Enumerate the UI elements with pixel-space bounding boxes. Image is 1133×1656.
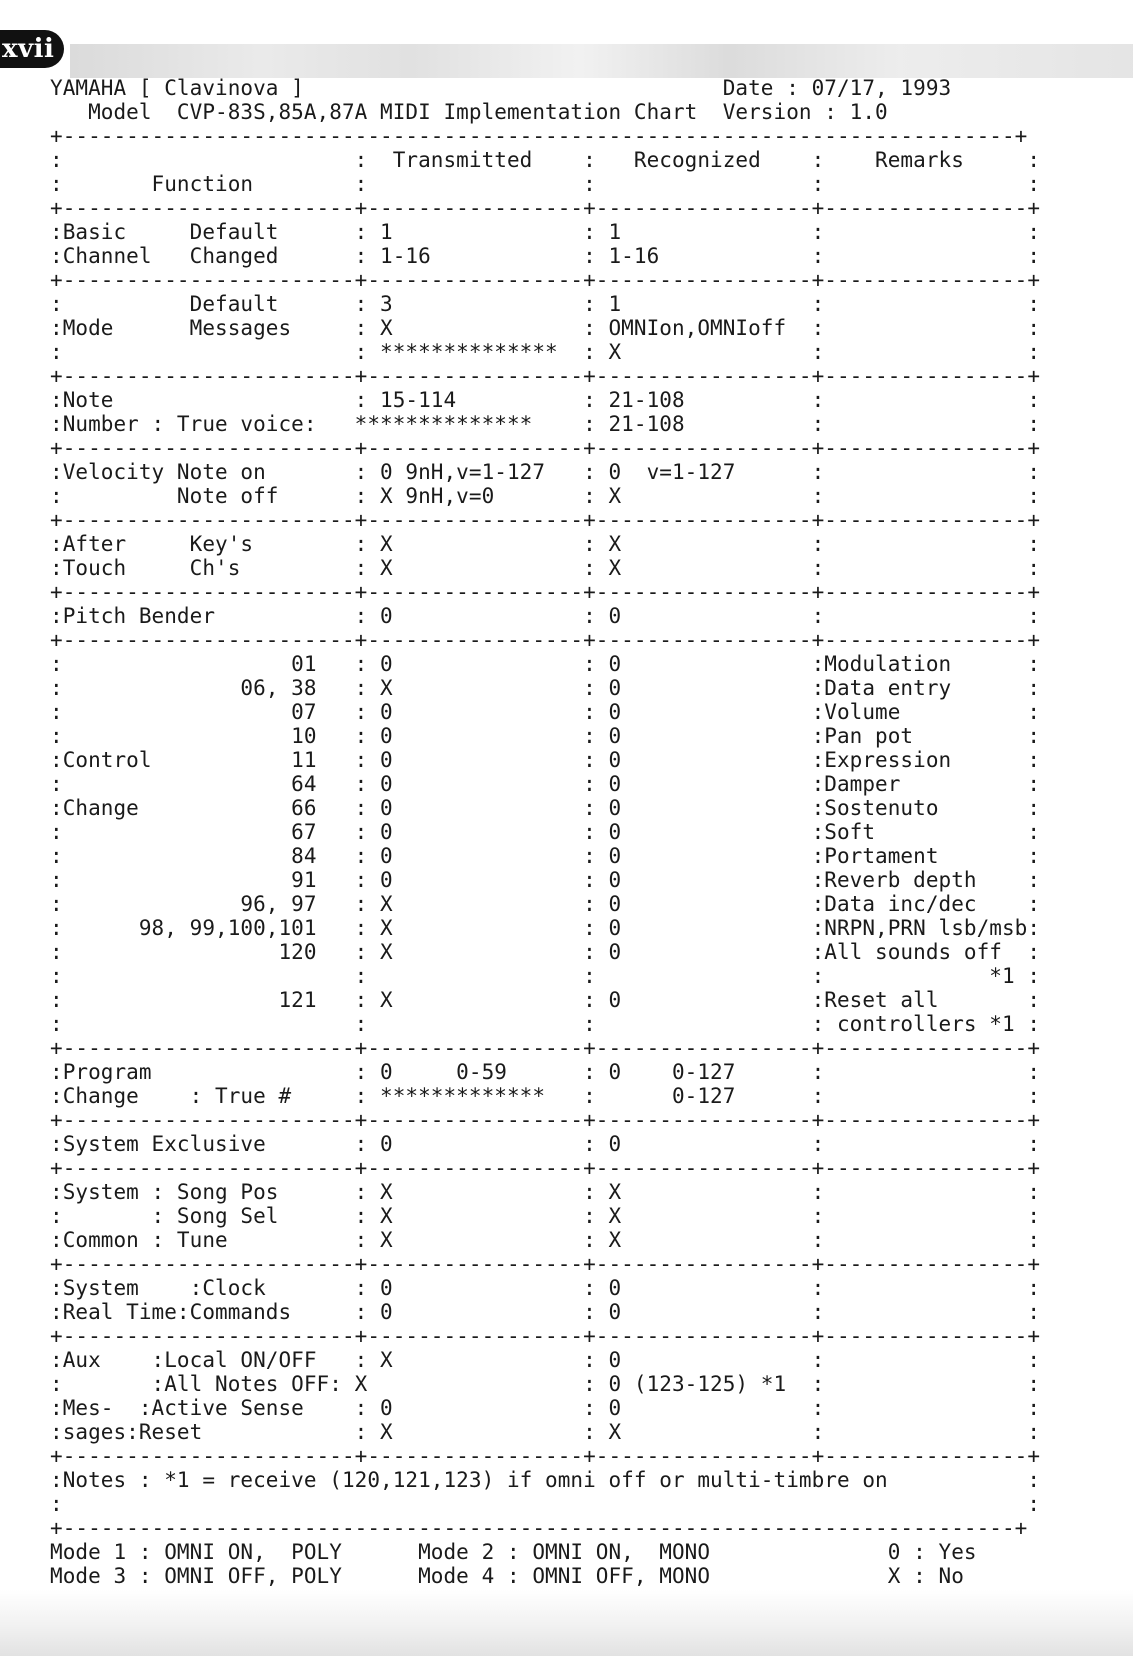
chart-line: :Basic Default : 1 : 1 : : — [50, 220, 1041, 244]
chart-line: : 121 : X : 0 :Reset all : — [50, 988, 1041, 1012]
chart-line: : 96, 97 : X : 0 :Data inc/dec : — [50, 892, 1041, 916]
chart-line: :Mes- :Active Sense : 0 : 0 : : — [50, 1396, 1041, 1420]
chart-line: :System :Clock : 0 : 0 : : — [50, 1276, 1041, 1300]
chart-line: +-----------------------+-----------------+-----------------+----------------+ — [50, 580, 1041, 604]
chart-line: : :All Notes OFF: X : 0 (123-125) *1 : : — [50, 1372, 1041, 1396]
chart-line: : Function : : : : — [50, 172, 1041, 196]
chart-line: :Aux :Local ON/OFF : X : 0 : : — [50, 1348, 1041, 1372]
chart-line: : : Song Sel : X : X : : — [50, 1204, 1041, 1228]
chart-line: : Default : 3 : 1 : : — [50, 292, 1041, 316]
chart-line: :Velocity Note on : 0 9nH,v=1-127 : 0 v=1-127 : : — [50, 460, 1041, 484]
chart-line: :Common : Tune : X : X : : — [50, 1228, 1041, 1252]
chart-line: +-----------------------+-----------------+-----------------+----------------+ — [50, 1108, 1041, 1132]
chart-line: +-----------------------+-----------------+-----------------+----------------+ — [50, 1036, 1041, 1060]
chart-line: : 84 : 0 : 0 :Portament : — [50, 844, 1041, 868]
chart-line: :Notes : *1 = receive (120,121,123) if omni off or multi-timbre on : — [50, 1468, 1041, 1492]
chart-line: :Control 11 : 0 : 0 :Expression : — [50, 748, 1041, 772]
chart-line: :Real Time:Commands : 0 : 0 : : — [50, 1300, 1041, 1324]
chart-line: +-----------------------+-----------------+-----------------+----------------+ — [50, 364, 1041, 388]
chart-line: +-----------------------+-----------------+-----------------+----------------+ — [50, 1444, 1041, 1468]
mode-legend-line: Mode 1 : OMNI ON, POLY Mode 2 : OMNI ON, MONO 0 : Yes — [50, 1540, 977, 1564]
chart-line: :sages:Reset : X : X : : — [50, 1420, 1041, 1444]
chart-line: :Number : True voice: ************** : 21-108 : : — [50, 412, 1041, 436]
chart-line: :Pitch Bender : 0 : 0 : : — [50, 604, 1041, 628]
chart-line: +-----------------------+-----------------+-----------------+----------------+ — [50, 1156, 1041, 1180]
chart-line: +-----------------------+-----------------+-----------------+----------------+ — [50, 1324, 1041, 1348]
chart-line: : 91 : 0 : 0 :Reverb depth : — [50, 868, 1041, 892]
chart-line: Model CVP-83S,85A,87A MIDI Implementation Chart Version : 1.0 — [50, 100, 888, 124]
chart-line: +-----------------------+-----------------+-----------------+----------------+ — [50, 196, 1041, 220]
chart-line: : 10 : 0 : 0 :Pan pot : — [50, 724, 1041, 748]
chart-line: : 01 : 0 : 0 :Modulation : — [50, 652, 1041, 676]
chart-line: :Program : 0 0-59 : 0 0-127 : : — [50, 1060, 1041, 1084]
chart-line: :Note : 15-114 : 21-108 : : — [50, 388, 1041, 412]
scan-bottom-shadow — [0, 1590, 1133, 1656]
chart-line: : 98, 99,100,101 : X : 0 :NRPN,PRN lsb/msb: — [50, 916, 1041, 940]
chart-line: :Mode Messages : X : OMNIon,OMNIoff : : — [50, 316, 1041, 340]
chart-line: : : : : *1 : — [50, 964, 1041, 988]
chart-line: : : ************** : X : : — [50, 340, 1041, 364]
chart-line: : 06, 38 : X : 0 :Data entry : — [50, 676, 1041, 700]
chart-line: : 67 : 0 : 0 :Soft : — [50, 820, 1041, 844]
chart-line: : : Transmitted : Recognized : Remarks : — [50, 148, 1041, 172]
chart-line: +-----------------------+-----------------+-----------------+----------------+ — [50, 628, 1041, 652]
chart-line: : : : : controllers *1 : — [50, 1012, 1041, 1036]
chart-line: :System Exclusive : 0 : 0 : : — [50, 1132, 1041, 1156]
chart-line: : Note off : X 9nH,v=0 : X : : — [50, 484, 1041, 508]
chart-line: :Channel Changed : 1-16 : 1-16 : : — [50, 244, 1041, 268]
chart-line: :Change : True # : ************* : 0-127 : : — [50, 1084, 1041, 1108]
chart-line: +-----------------------+-----------------+-----------------+----------------+ — [50, 268, 1041, 292]
chart-line: : : — [50, 1492, 1041, 1516]
chart-line: : 64 : 0 : 0 :Damper : — [50, 772, 1041, 796]
scan-shadow-bar — [70, 44, 1133, 78]
mode-legend-line: Mode 3 : OMNI OFF, POLY Mode 4 : OMNI OFF, MONO X : No — [50, 1564, 964, 1588]
chart-line: +---------------------------------------------------------------------------+ — [50, 124, 1028, 148]
chart-line: +---------------------------------------------------------------------------+ — [50, 1516, 1028, 1540]
page-number-tab: xvii — [0, 30, 64, 68]
chart-line: :Touch Ch's : X : X : : — [50, 556, 1041, 580]
chart-line: +-----------------------+-----------------+-----------------+----------------+ — [50, 1252, 1041, 1276]
chart-line: +-----------------------+-----------------+-----------------+----------------+ — [50, 436, 1041, 460]
chart-line: : 120 : X : 0 :All sounds off : — [50, 940, 1041, 964]
midi-implementation-chart — [50, 76, 1040, 1588]
chart-line: +-----------------------+-----------------+-----------------+----------------+ — [50, 508, 1041, 532]
chart-line: :System : Song Pos : X : X : : — [50, 1180, 1041, 1204]
chart-line: :Change 66 : 0 : 0 :Sostenuto : — [50, 796, 1041, 820]
chart-line: YAMAHA [ Clavinova ] Date : 07/17, 1993 — [50, 76, 952, 100]
chart-line: : 07 : 0 : 0 :Volume : — [50, 700, 1041, 724]
chart-line: :After Key's : X : X : : — [50, 532, 1041, 556]
